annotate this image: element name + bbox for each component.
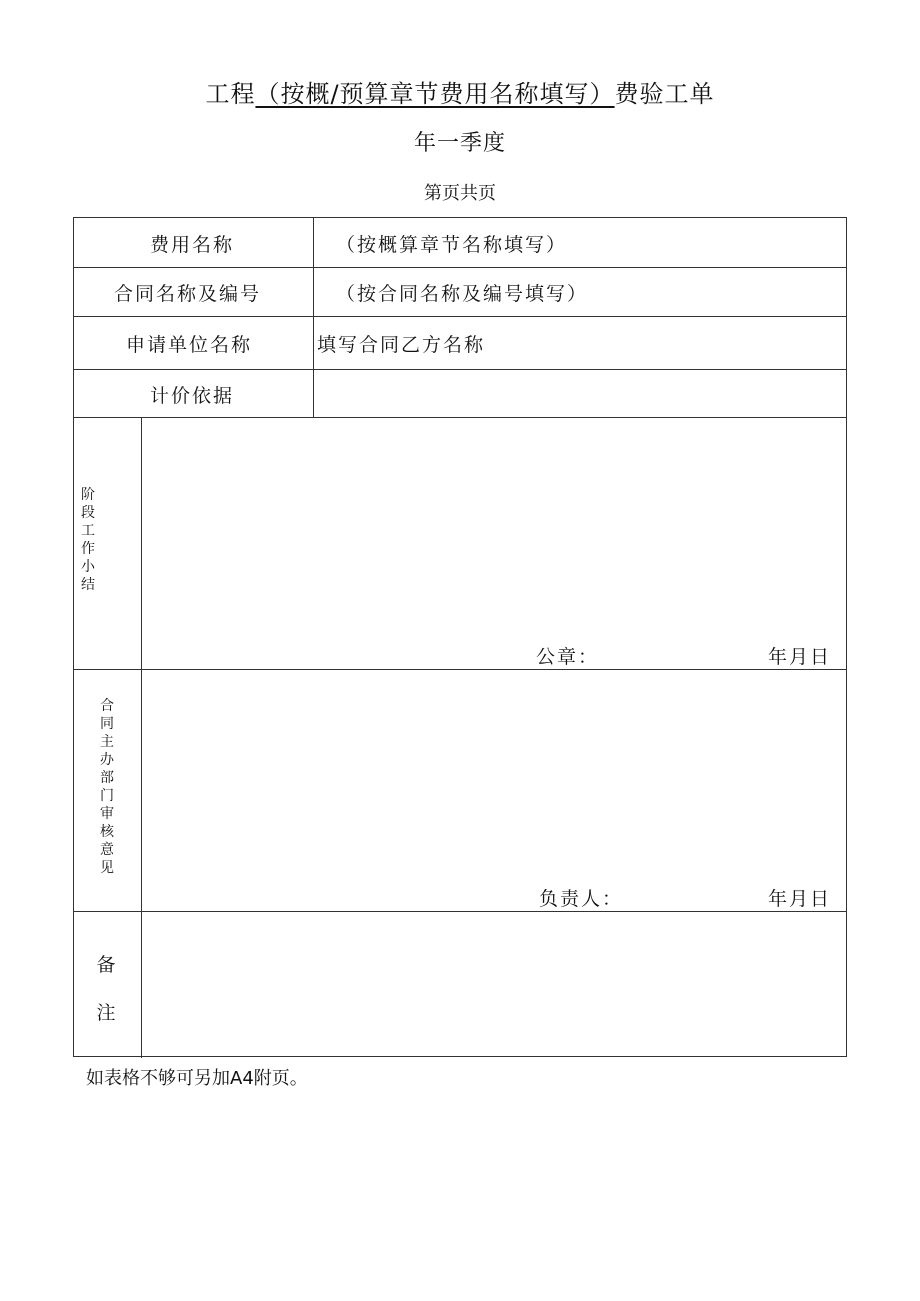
title-fill-in: （按概/预算章节费用名称填写） (255, 80, 615, 108)
applicant-label: 申请单位名称 (126, 334, 253, 356)
remark-label-char1: 备 (96, 954, 116, 976)
contract-value: （按合同名称及编号填写） (336, 283, 589, 305)
fee-name-value: （按概算章节名称填写） (336, 234, 568, 256)
footnote: 如表格不够可另加A4附页。 (86, 1068, 308, 1089)
column-divider (141, 418, 142, 1058)
contract-label: 合同名称及编号 (114, 283, 262, 305)
row-divider (74, 669, 846, 670)
applicant-value: 填写合同乙方名称 (317, 334, 486, 356)
review-opinion-label: 合同主办部门审核意见 (100, 698, 114, 876)
row-divider (74, 267, 846, 268)
fee-name-label: 费用名称 (150, 234, 235, 256)
form-title (0, 74, 920, 109)
period-line: 年一季度 (413, 131, 506, 156)
remark-label-char2: 注 (96, 1002, 116, 1024)
stage-summary-label: 阶段工作小结 (81, 487, 95, 593)
row-divider (74, 369, 846, 370)
row-divider (74, 911, 846, 912)
form-table (73, 217, 847, 1057)
row-divider (74, 316, 846, 317)
seal-label: 公章： (536, 646, 600, 668)
summary-date-label: 年月日 (768, 646, 832, 668)
signer-label: 负责人： (539, 888, 624, 910)
title-prefix: 工程 (205, 80, 256, 108)
column-divider (313, 218, 314, 418)
pricing-basis-label: 计价依据 (150, 385, 235, 407)
review-date-label: 年月日 (768, 888, 832, 910)
title-suffix: 费验工单 (614, 80, 715, 108)
page-count: 第页共页 (424, 183, 496, 204)
row-divider (74, 417, 846, 418)
